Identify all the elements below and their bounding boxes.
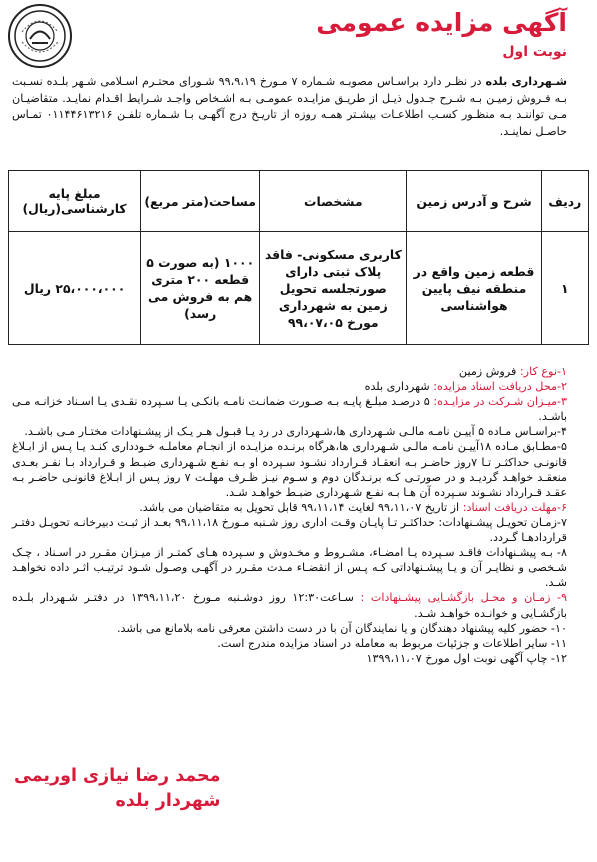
list-item xyxy=(12,394,567,424)
term-label: ۲-محل دریافت اسناد مزایده: xyxy=(433,380,567,394)
intro-municipality: شـهرداری بلده xyxy=(485,75,567,88)
list-item xyxy=(12,364,567,379)
term-text: سـاعت۱۲:۳۰ روز دوشـنبه مـورخ ۱۳۹۹،۱۱،۲۰ در دفتـر شـهردار بلـده بازگشـایی و خوانـده خواهـد شـد. xyxy=(12,591,567,620)
list-item xyxy=(12,515,567,545)
terms-list xyxy=(12,364,567,666)
term-label: ۳-میـزان شـرکت در مزایـده: xyxy=(433,395,567,409)
term-label: ۹- زمـان و محـل بازگشـایی پیشـنهادات : xyxy=(360,591,567,605)
header-base-price: مبلغ پایه کارشناسی(ریال) xyxy=(9,171,141,232)
land-table xyxy=(8,170,589,345)
term-text: ۵-مطـابق مـاده ۱۸آییـن نامـه مالـی شـهرداری ها،هرگاه برنـده مزایـده از انجـام معاملـه خـودداری کنـد یـا پـس از ابـلاغ قانونـی حداکثـر تـا ۷روز حاضـر بـه انعقـاد قـرارداد نشـود سـپرده او بـه نفـع شـهرداری ضبـط و قـرارداد بـا نفـر بعـدی منعقـد خواهـد گردیـد و در صورتـی کـه برنـدگان دوم و سـوم نیـز ظـرف مهلـت ۷ روز پـس از ابـلاغ قانونـی حاضـر بـه عقـد قـرارداد نشـوند سـپرده آن هـا بـه نفـع شـهرداری ضبـط خواهـد شـد. xyxy=(12,440,567,499)
signatory-name: محمد رضا نیازی اوریمی xyxy=(14,766,221,786)
intro-paragraph xyxy=(12,74,567,140)
cell-base-price: ۲۵،۰۰۰،۰۰۰ ریال xyxy=(9,232,141,345)
list-item xyxy=(12,636,567,651)
term-text: ۵ درصـد مبلـغ پایـه بـه صـورت ضمانـت نامـه بانکـی یـا سـپرده نقـدی یـا اسـناد خزانـه مـی باشـد. xyxy=(12,395,567,424)
term-label: ۶-مهلت دریافت اسناد: xyxy=(462,500,567,514)
list-item xyxy=(12,651,567,666)
list-item xyxy=(12,500,567,515)
cell-specifications: کاربری مسکونی- فاقد پلاک ثبتی دارای صورتجلسه تحویل زمین به شهرداری مورخ ۹۹،۰۷،۰۵ xyxy=(260,232,407,345)
signature-block xyxy=(14,764,220,814)
term-label: ۱-نوع کار: xyxy=(519,365,567,378)
term-text: ۷-زمـان تحویـل پیشـنهادات: حداکثـر تـا پایـان وقـت اداری روز شـنبه مـورخ ۹۹،۱۱،۱۸ بعـد از ثبـت دبیرخانـه تحویـل دفتـر قراردادهـا گـردد. xyxy=(12,515,567,545)
header-row-number: ردیف xyxy=(541,171,588,232)
term-text: ۴-براسـاس مـاده ۵ آییـن نامـه مالـی شـهرداری ها،شـهرداری در رد یـا قبـول هـر یـک از پیشـنهادات مختـار مـی باشـد. xyxy=(24,425,567,439)
list-item xyxy=(12,424,567,439)
header-area: مساحت(متر مربع) xyxy=(141,171,260,232)
term-text: فروش زمین xyxy=(458,365,520,378)
header-specifications: مشخصات xyxy=(260,171,407,232)
term-text: ۸- بـه پیشـنهادات فاقـد سـپرده یـا امضـاء، مشـروط و مخـدوش و سـپرده هـای کمتـر از میـزان مقـرر در اسـناد ، چـک شـخصی و نظایـر آن و یـا پیشـنهاداتی کـه پـس از انقضـاء مـدت مقـرر در آگهـی وصـول شـود ترتیـب اثـر داده نخواهـد شـد. xyxy=(12,546,567,590)
cell-description: قطعه زمین واقع در منطقه نیف پایین هواشناسی xyxy=(407,232,541,345)
term-text: ۱۲- چاپ آگهی نوبت اول مورخ ۱۳۹۹،۱۱،۰۷ xyxy=(366,651,567,665)
cell-area: ۱۰۰۰ (به صورت ۵ قطعه ۲۰۰ متری هم به فروش می رسد) xyxy=(141,232,260,345)
term-text: ۱۰- حضور کلیه پیشنهاد دهندگان و یا نمایندگان آن با در دست داشتن معرفی نامه بلامانع می باشد. xyxy=(116,621,567,635)
table-row xyxy=(9,232,589,345)
list-item xyxy=(12,439,567,499)
table-header-row xyxy=(9,171,589,232)
list-item xyxy=(12,590,567,620)
notice-round: نوبت اول xyxy=(502,44,567,60)
list-item xyxy=(12,545,567,590)
term-text: ۱۱- سایر اطلاعات و جزئیات مربوط به معامله در اسناد مزایده مندرج است. xyxy=(217,636,567,650)
notice-title: آگهی مزایده عمومی xyxy=(316,8,567,37)
header-description: شرح و آدرس زمین xyxy=(407,171,541,232)
cell-row-number: ۱ xyxy=(541,232,588,345)
list-item xyxy=(12,379,567,394)
intro-text: در نظـر دارد براسـاس مصوبـه شـماره ۷ مـورخ ۹۹،۹،۱۹ شـورای محتـرم اسـلامی شـهر بلـده نسـبت بـه فـروش زمیـن بـه شـرح جـدول ذیـل از طریـق مزایـده عمومـی بـه اشـخاص واجـد شـرایط اقـدام نمایـد. متقاضیـان مـی تواننـد بـه منظـور کسـب اطلاعـات بیشـتر همـه روزه از تاریـخ درج آگهـی بـا شـماره تلفـن ۰۱۱۴۴۶۱۳۲۱۶ تمـاس حاصـل نماینـد. xyxy=(12,75,568,138)
term-text: از تاریخ ۹۹،۱۱،۰۷ لغایت ۹۹،۱۱،۱۴ قابل تحویل به متقاضیان می باشد. xyxy=(139,500,463,514)
municipality-seal-icon xyxy=(8,4,72,68)
term-text: شهرداری بلده xyxy=(364,380,434,394)
list-item xyxy=(12,621,567,636)
signatory-title: شهردار بلده xyxy=(115,791,221,811)
